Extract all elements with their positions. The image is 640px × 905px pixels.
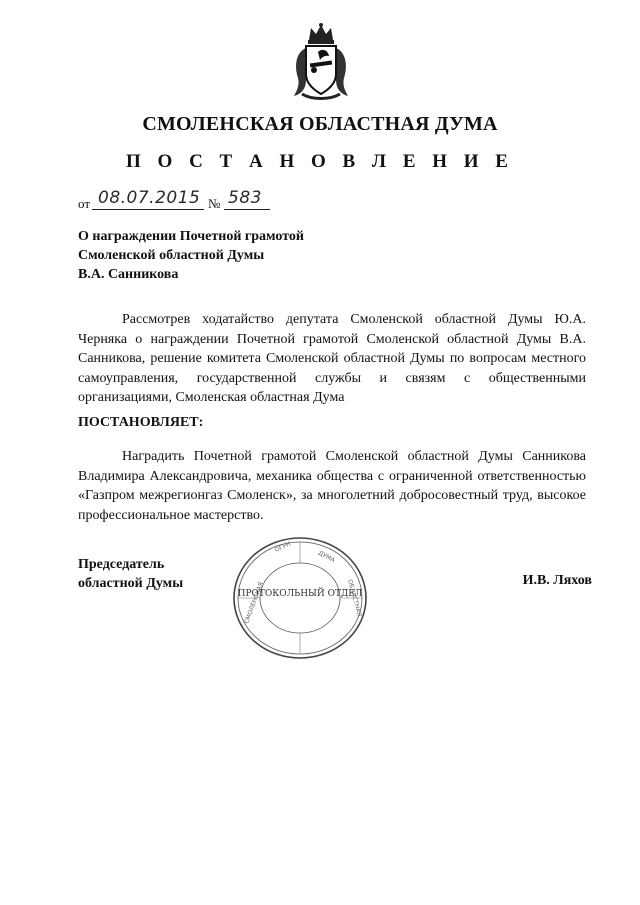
number-underline bbox=[224, 209, 270, 210]
document-type-heading: П О С Т А Н О В Л Е Н И Е bbox=[126, 151, 514, 172]
svg-text:СМОЛЕНСКАЯ: СМОЛЕНСКАЯ bbox=[243, 581, 265, 625]
number-label: № bbox=[208, 196, 221, 211]
subject-line: О награждении Почетной грамотой bbox=[78, 229, 304, 244]
date-number-line bbox=[78, 188, 378, 212]
date-value: 08.07.2015 bbox=[98, 188, 201, 208]
signatory-title-line: областной Думы bbox=[78, 576, 184, 591]
number-value: 583 bbox=[228, 188, 262, 208]
stamp-text: ПРОТОКОЛЬНЫЙ ОТДЕЛ bbox=[237, 589, 363, 599]
coat-of-arms-emblem bbox=[292, 22, 350, 100]
subject-block bbox=[78, 227, 304, 284]
preamble-paragraph bbox=[78, 310, 586, 408]
svg-text:ОБЛАСТНАЯ: ОБЛАСТНАЯ bbox=[346, 578, 363, 618]
subject-line: Смоленской областной Думы bbox=[78, 248, 265, 263]
resolution-text: Наградить Почетной грамотой Смоленской областной Думы Санникова Владимира Александровича, механика общества с ограниченной ответственностью «Газпром межрегионгаз Смоленск», за многолетний добросовестный труд, высокое профессиональное мастерство. bbox=[78, 449, 586, 523]
svg-text:ДУМА: ДУМА bbox=[317, 549, 336, 565]
svg-text:ОГРН: ОГРН bbox=[273, 540, 292, 554]
preamble-text: Рассмотрев ходатайство депутата Смоленской областной Думы Ю.А. Черняка о награждении Почетной грамотой Смоленской областной Думы В.А. Санникова, решение комитета Смоленской областной Думы по вопросам местного самоуправления, государственной службы и связям с общественными организациями, Смоленская областная Дума bbox=[78, 312, 586, 405]
signatory-name: И.В. Ляхов bbox=[522, 573, 592, 588]
date-label: от bbox=[78, 196, 91, 211]
date-underline bbox=[92, 209, 204, 210]
signatory-title bbox=[78, 555, 183, 593]
organization-title: СМОЛЕНСКАЯ ОБЛАСТНАЯ ДУМА bbox=[142, 113, 498, 135]
signatory-title-line: Председатель bbox=[78, 557, 165, 572]
resolves-heading: ПОСТАНОВЛЯЕТ: bbox=[78, 415, 204, 430]
resolution-paragraph bbox=[78, 447, 586, 525]
official-stamp bbox=[230, 532, 370, 662]
subject-line: В.А. Санникова bbox=[78, 267, 179, 282]
